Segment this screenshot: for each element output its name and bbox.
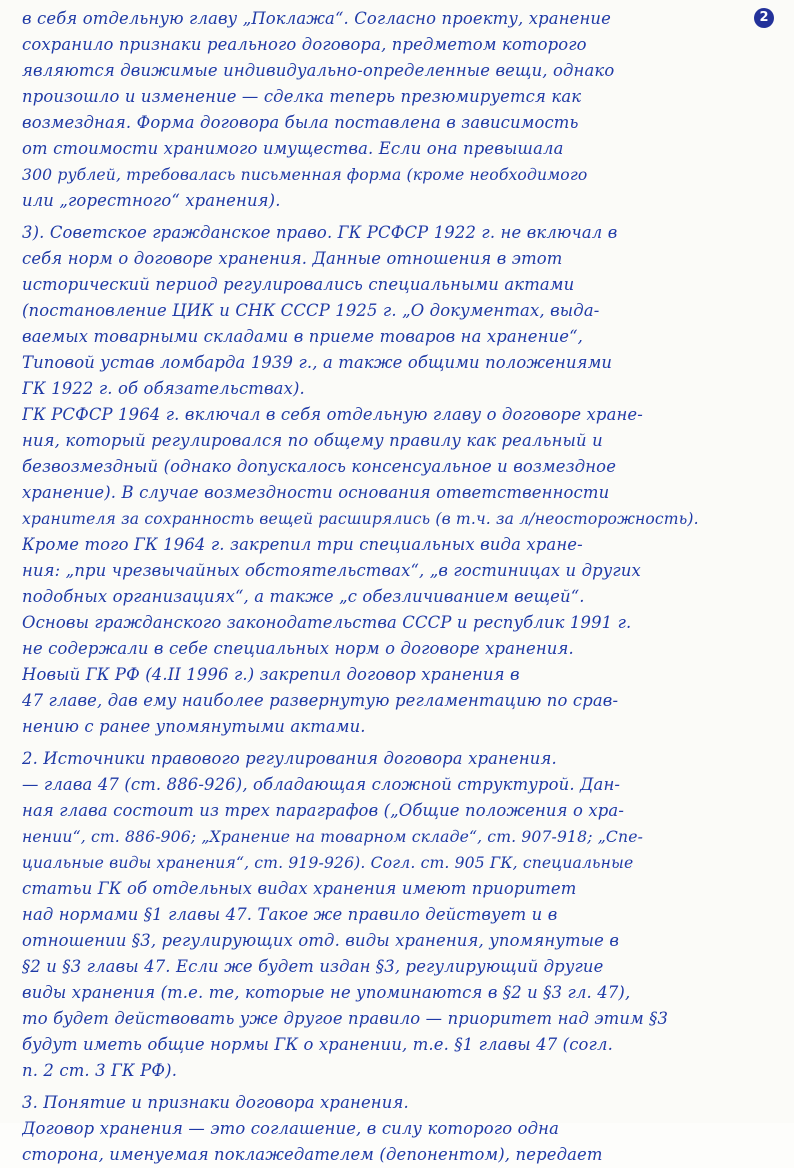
text-line: ния, который регулировался по общему правилу как реальный и [22, 431, 603, 450]
text-line: циальные виды хранения“, ст. 919-926). Согл. ст. 905 ГК, специальные [22, 854, 634, 872]
text-line: статьи ГК об отдельных видах хранения имеют приоритет [22, 879, 577, 898]
text-line: от стоимости хранимого имущества. Если она превышала [22, 139, 564, 158]
text-line: являются движимые индивидуально-определенные вещи, однако [22, 61, 615, 80]
text-line: нении“, ст. 886-906; „Хранение на товарном складе“, ст. 907-918; „Спе- [22, 828, 644, 846]
text-line: Новый ГК РФ (4.II 1996 г.) закрепил договор хранения в [22, 665, 520, 684]
text-line: будут иметь общие нормы ГК о хранении, т.е. §1 главы 47 (согл. [22, 1035, 613, 1054]
text-line: хранение). В случае возмездности основания ответственности [22, 483, 610, 502]
text-line: в себя отдельную главу „Поклажа“. Согласно проекту, хранение [22, 9, 611, 28]
text-line: Основы гражданского законодательства СССР и республик 1991 г. [22, 613, 632, 632]
text-line: ваемых товарными складами в приеме товаров на хранение“, [22, 327, 584, 346]
text-line: отношении §3, регулирующих отд. виды хранения, упомянутые в [22, 931, 620, 950]
text-line: §2 и §3 главы 47. Если же будет издан §3, регулирующий другие [22, 957, 604, 976]
text-line: 47 главе, дав ему наиболее развернутую регламентацию по срав- [22, 691, 619, 710]
text-line: сторона, именуемая поклажедателем (депонентом), передает [22, 1145, 603, 1164]
text-line: над нормами §1 главы 47. Такое же правило действует и в [22, 905, 558, 924]
text-line: сохранило признаки реального договора, предметом которого [22, 35, 587, 54]
text-line: возмездная. Форма договора была поставлена в зависимость [22, 113, 579, 132]
text-line: то будет действовать уже другое правило — приоритет над этим §3 [22, 1009, 669, 1028]
text-line: нению с ранее упомянутыми актами. [22, 717, 366, 736]
page-number: 2 [754, 8, 774, 28]
text-line: 300 рублей, требовалась письменная форма (кроме необходимого [22, 166, 588, 184]
text-line: ная глава состоит из трех параграфов („Общие положения о хра- [22, 801, 625, 820]
text-line: произошло и изменение — сделка теперь презюмируется как [22, 87, 582, 106]
text-line: подобных организациях“, а также „с обезличиванием вещей“. [22, 587, 585, 606]
section-heading-concept: 3. Понятие и признаки договора хранения. [22, 1093, 409, 1112]
text-line: себя норм о договоре хранения. Данные отношения в этот [22, 249, 563, 268]
text-line: или „горестного“ хранения). [22, 191, 281, 210]
text-line: ГК 1922 г. об обязательствах). [22, 379, 305, 398]
text-line: хранителя за сохранность вещей расширялись (в т.ч. за л/неосторожность). [22, 510, 699, 528]
text-line: п. 2 ст. 3 ГК РФ). [22, 1061, 178, 1080]
text-line: ния: „при чрезвычайных обстоятельствах“, „в гостиницах и других [22, 561, 641, 580]
text-line: Договор хранения — это соглашение, в силу которого одна [22, 1119, 560, 1138]
text-line: — глава 47 (ст. 886-926), обладающая сложной структурой. Дан- [22, 775, 621, 794]
text-line: виды хранения (т.е. те, которые не упоминаются в §2 и §3 гл. 47), [22, 983, 631, 1002]
section-heading-soviet-law: 3). Советское гражданское право. ГК РСФСР 1922 г. не включал в [22, 223, 618, 242]
text-line: (постановление ЦИК и СНК СССР 1925 г. „О документах, выда- [22, 301, 600, 320]
text-line: не содержали в себе специальных норм о договоре хранения. [22, 639, 574, 658]
text-line: безвозмездный (однако допускалось консенсуальное и возмездное [22, 457, 617, 476]
handwritten-text [22, 6, 772, 1168]
text-line: Кроме того ГК 1964 г. закрепил три специальных вида хране- [22, 535, 583, 554]
section-heading-sources: 2. Источники правового регулирования договора хранения. [22, 749, 557, 768]
text-line: Типовой устав ломбарда 1939 г., а также общими положениями [22, 353, 613, 372]
text-line: ГК РСФСР 1964 г. включал в себя отдельную главу о договоре хране- [22, 405, 643, 424]
text-line: исторический период регулировались специальными актами [22, 275, 575, 294]
